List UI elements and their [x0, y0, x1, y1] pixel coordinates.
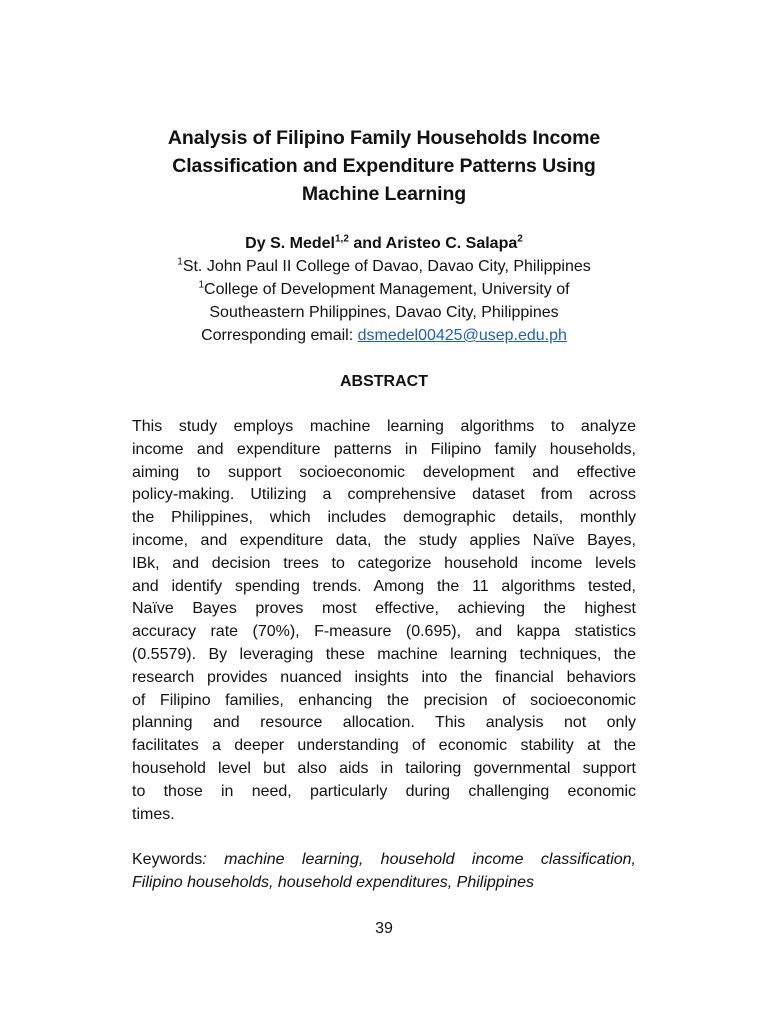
affiliation-2-text: College of Development Management, University of [204, 281, 570, 298]
paper-title [132, 124, 636, 208]
affiliation-2-mark: 1 [198, 279, 205, 291]
keywords-terms-1: : machine learning, household income classification, [202, 851, 636, 869]
abstract-line: Naïve Bayes proves most effective, achieving the highest [132, 600, 636, 618]
abstract-line: income and expenditure patterns in Filipino family households, [132, 440, 636, 458]
title-line-3: Machine Learning [301, 183, 467, 205]
abstract-line: times. [132, 805, 175, 823]
email-link[interactable]: dsmedel00425@usep.edu.ph [357, 327, 567, 344]
abstract-line: This study employs machine learning algorithms to analyze [132, 418, 636, 435]
abstract-line: household level but also aids in tailoring governmental support [132, 759, 636, 777]
corresponding-email-line [132, 324, 636, 347]
affiliation-1-text: St. John Paul II College of Davao, Davao City, Philippines [182, 258, 591, 275]
author-connector: and [348, 235, 386, 252]
title-line-1: Analysis of Filipino Family Households Income [167, 127, 601, 149]
keywords-line-1 [132, 849, 636, 872]
abstract-line: planning and resource allocation. This analysis not only [132, 714, 636, 732]
abstract-line: of Filipino families, enhancing the precision of socioeconomic [132, 691, 636, 709]
abstract-line: aiming to support socioeconomic development and effective [132, 463, 636, 481]
author-1-affiliation-mark: 1,2 [334, 233, 349, 245]
author-2-name: Aristeo C. Salapa [385, 235, 518, 252]
affiliations [132, 255, 636, 347]
abstract-line: IBk, and decision trees to categorize household income levels [132, 554, 636, 572]
abstract-line: policy-making. Utilizing a comprehensive dataset from across [132, 486, 636, 504]
abstract-line: facilitates a deeper understanding of economic stability at the [132, 737, 636, 755]
author-list [132, 232, 636, 255]
abstract-heading: ABSTRACT [340, 373, 428, 390]
affiliation-1 [132, 255, 636, 278]
affiliation-2-line-1 [132, 278, 636, 301]
abstract-line: to those in need, particularly during challenging economic [132, 782, 636, 800]
abstract-line: accuracy rate (70%), F-measure (0.695), and kappa statistics [132, 623, 636, 641]
abstract-body [132, 416, 636, 826]
affiliation-1-mark: 1 [177, 256, 183, 268]
author-2-affiliation-mark: 2 [517, 233, 523, 245]
paper-page [132, 124, 636, 895]
title-line-2: Classification and Expenditure Patterns Using [172, 155, 596, 177]
abstract-line: research provides nuanced insights into the financial behaviors [132, 668, 636, 686]
abstract-line: the Philippines, which includes demographic details, monthly [132, 509, 636, 527]
keywords-label: Keywords [132, 851, 203, 869]
abstract-line: and identify spending trends. Among the 11 algorithms tested, [132, 577, 636, 595]
author-1-name: Dy S. Medel [245, 235, 335, 252]
page-number: 39 [375, 920, 393, 937]
email-label: Corresponding email: [201, 327, 358, 344]
affiliation-2-line-2: Southeastern Philippines, Davao City, Philippines [209, 304, 559, 321]
abstract-line: (0.5579). By leveraging these machine learning techniques, the [132, 645, 636, 663]
abstract-line: income, and expenditure data, the study applies Naïve Bayes, [132, 531, 636, 549]
keywords-terms-2: Filipino households, household expenditures, Philippines [132, 874, 535, 892]
keywords-block [132, 849, 636, 895]
